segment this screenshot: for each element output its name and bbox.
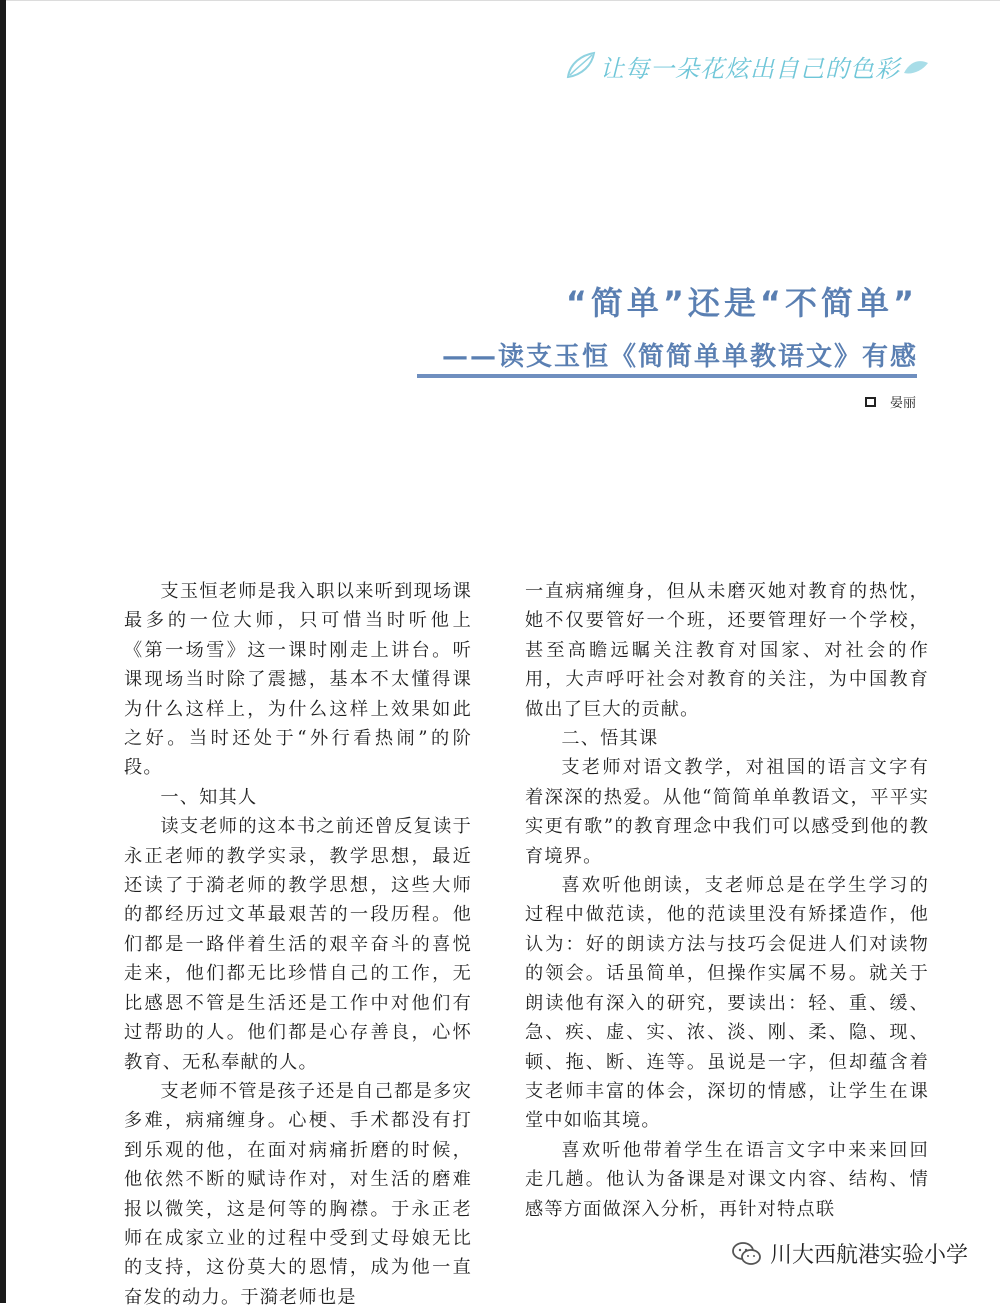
paragraph: 支老师对语文教学，对祖国的语言文字有着深深的热爱。从他“简简单单教语文，平平实实更有歌”的教育理念中我们可以感受到他的教育境界。 (525, 757, 929, 867)
paragraph: 读支老师的这本书之前还曾反复读于永正老师的教学实录，教学思想，最近还读了于漪老师的教学思想，这些大师的都经历过文革最艰苦的一段历程。他们都是一路伴着生活的艰辛奋斗的喜悦走来，他们都无比珍惜自己的工作，无比感恩不管是生活还是工作中对他们有过帮助的人。他们都是心存善良，心怀教育、无私奉献的人。 (124, 816, 472, 1073)
page-edge (0, 0, 6, 1303)
article-title: “简单”还是“不简单” (565, 284, 918, 322)
top-rule (6, 0, 1000, 1)
section-heading: 一、知其人 (160, 786, 258, 808)
paragraph: 喜欢听他带着学生在语言文字中来来回回走几趟。他认为备课是对课文内容、结构、情感等方面做深入分析，再针对特点联 (525, 1139, 929, 1220)
watermark (732, 1238, 968, 1269)
column-left (124, 577, 472, 1312)
paragraph: 一直病痛缠身，但从未磨灭她对教育的热忱，她不仅要管好一个班，还要管理好一个学校，甚至高瞻远瞩关注教育对国家、对社会的作用，大声呼吁社会对教育的关注，为中国教育做出了巨大的贡献。 (525, 581, 929, 720)
leaf-icon (902, 55, 930, 77)
article-subtitle: ——读支玉恒《简简单单教语文》有感 (441, 342, 918, 372)
brand-logo (564, 46, 930, 86)
wechat-icon (732, 1241, 762, 1267)
brand-slogan: 让每一朵花炫出自己的色彩 (600, 54, 900, 83)
paragraph: 喜欢听他朗读，支老师总是在学生学习的过程中做范读，他的范读里没有矫揉造作，他认为：好的朗读方法与技巧会促进人们对读物的领会。话虽简单，但操作实属不易。就关于朗读他有深入的研究，要读出：轻、重、缓、急、疾、虚、实、浓、淡、刚、柔、隐、现、顿、拖、断、连等。虽说是一字，但却蕴含着支老师丰富的体会，深切的情感，让学生在课堂中如临其境。 (525, 875, 929, 1132)
column-right (525, 577, 929, 1224)
section-heading: 二、悟其课 (561, 728, 659, 750)
author-name: 晏丽 (889, 396, 916, 411)
author-line (865, 392, 916, 411)
paragraph: 支老师不管是孩子还是自己都是多灾多难，病痛缠身。心梗、手术都没有打到乐观的他，在面对病痛折磨的时候，他依然不断的赋诗作对，对生活的磨难报以微笑，这是何等的胸襟。于永正老师在成家立业的过程中受到丈母娘无比的支持，这份莫大的恩情，成为他一直奋发的动力。于漪老师也是 (124, 1080, 472, 1308)
watermark-text: 川大西航港实验小学 (769, 1243, 968, 1268)
title-rule (417, 374, 917, 378)
title-block (442, 278, 918, 373)
author-mark-icon (865, 397, 876, 407)
leaf-icon (564, 49, 598, 83)
paragraph: 支玉恒老师是我入职以来听到现场课最多的一位大师，只可惜当时听他上《第一场雪》这一课时刚走上讲台。听课现场当时除了震撼，基本不太懂得课为什么这样上，为什么这样上效果如此之好。当时还处于“外行看热闹”的阶段。 (124, 581, 472, 779)
